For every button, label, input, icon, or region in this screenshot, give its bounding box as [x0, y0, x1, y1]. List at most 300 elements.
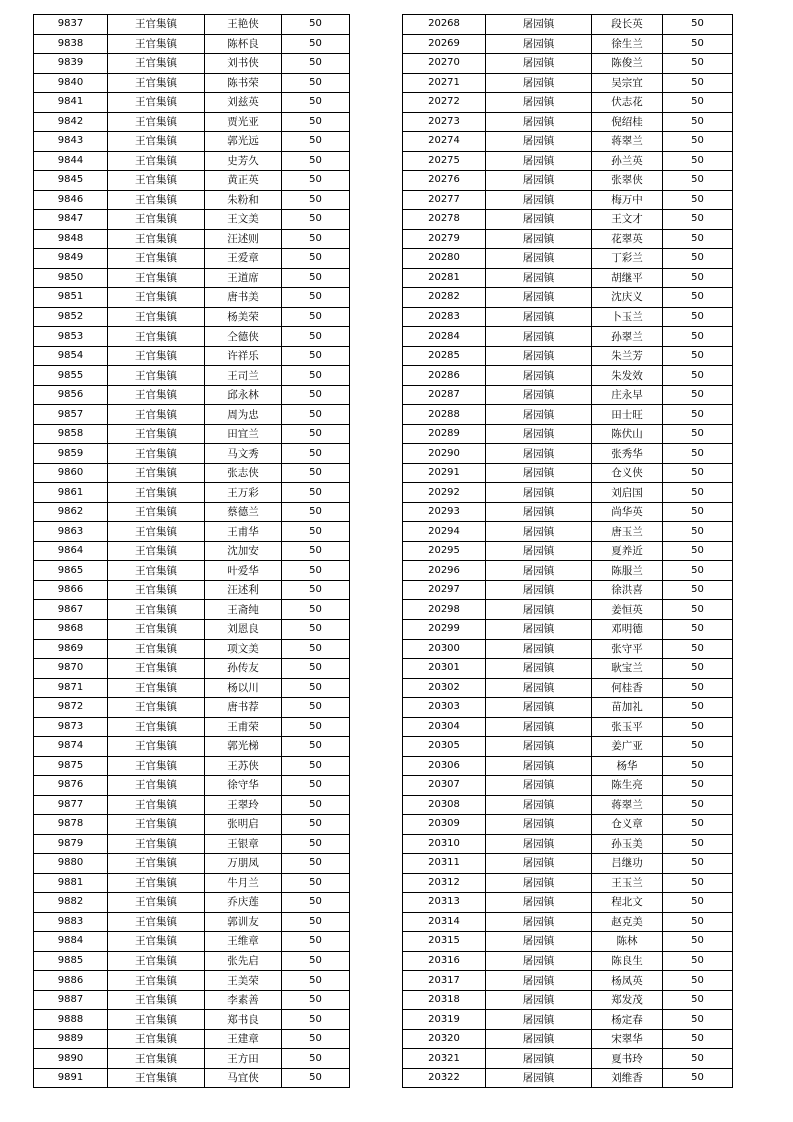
- person-name-cell: 刘启国: [592, 483, 663, 503]
- amount-cell: 50: [282, 132, 350, 152]
- person-name-cell: 黄正英: [205, 171, 282, 191]
- town-cell: 屠园镇: [486, 561, 592, 581]
- row-number-cell: 20280: [403, 249, 486, 269]
- town-cell: 屠园镇: [486, 600, 592, 620]
- person-name-cell: 杨凤英: [592, 971, 663, 991]
- person-name-cell: 张志侠: [205, 463, 282, 483]
- amount-cell: 50: [282, 717, 350, 737]
- amount-cell: 50: [663, 1010, 733, 1030]
- table-row: [34, 522, 350, 542]
- table-row: [403, 171, 733, 191]
- amount-cell: 50: [282, 249, 350, 269]
- row-number-cell: 9864: [34, 541, 108, 561]
- table-row: [403, 717, 733, 737]
- town-cell: 屠园镇: [486, 483, 592, 503]
- amount-cell: 50: [282, 1010, 350, 1030]
- amount-cell: 50: [282, 151, 350, 171]
- table-row: [34, 54, 350, 74]
- row-number-cell: 9882: [34, 893, 108, 913]
- person-name-cell: 杨美荣: [205, 307, 282, 327]
- town-cell: 王官集镇: [108, 659, 205, 679]
- amount-cell: 50: [663, 717, 733, 737]
- table-row: [403, 151, 733, 171]
- row-number-cell: 20308: [403, 795, 486, 815]
- row-number-cell: 20268: [403, 15, 486, 35]
- left-roster-table: [33, 14, 350, 1088]
- row-number-cell: 20320: [403, 1029, 486, 1049]
- amount-cell: 50: [663, 971, 733, 991]
- row-number-cell: 9842: [34, 112, 108, 132]
- amount-cell: 50: [663, 463, 733, 483]
- person-name-cell: 张明启: [205, 815, 282, 835]
- row-number-cell: 20275: [403, 151, 486, 171]
- row-number-cell: 9877: [34, 795, 108, 815]
- town-cell: 屠园镇: [486, 854, 592, 874]
- amount-cell: 50: [282, 561, 350, 581]
- row-number-cell: 9851: [34, 288, 108, 308]
- table-row: [403, 327, 733, 347]
- table-row: [403, 834, 733, 854]
- amount-cell: 50: [282, 1049, 350, 1069]
- town-cell: 屠园镇: [486, 366, 592, 386]
- amount-cell: 50: [663, 73, 733, 93]
- person-name-cell: 蔡德兰: [205, 502, 282, 522]
- person-name-cell: 马宜侠: [205, 1068, 282, 1088]
- town-cell: 王官集镇: [108, 932, 205, 952]
- row-number-cell: 9853: [34, 327, 108, 347]
- town-cell: 屠园镇: [486, 619, 592, 639]
- table-row: [403, 776, 733, 796]
- town-cell: 王官集镇: [108, 249, 205, 269]
- row-number-cell: 9852: [34, 307, 108, 327]
- row-number-cell: 20291: [403, 463, 486, 483]
- town-cell: 王官集镇: [108, 346, 205, 366]
- amount-cell: 50: [663, 34, 733, 54]
- person-name-cell: 张守平: [592, 639, 663, 659]
- amount-cell: 50: [663, 834, 733, 854]
- row-number-cell: 9865: [34, 561, 108, 581]
- person-name-cell: 姜恒英: [592, 600, 663, 620]
- person-name-cell: 张翠侠: [592, 171, 663, 191]
- table-row: [34, 912, 350, 932]
- person-name-cell: 乔庆莲: [205, 893, 282, 913]
- person-name-cell: 王美荣: [205, 971, 282, 991]
- town-cell: 王官集镇: [108, 93, 205, 113]
- person-name-cell: 孙翠兰: [592, 327, 663, 347]
- table-row: [403, 541, 733, 561]
- amount-cell: 50: [282, 854, 350, 874]
- town-cell: 王官集镇: [108, 366, 205, 386]
- table-row: [403, 815, 733, 835]
- town-cell: 屠园镇: [486, 346, 592, 366]
- row-number-cell: 9887: [34, 990, 108, 1010]
- amount-cell: 50: [663, 600, 733, 620]
- table-row: [34, 405, 350, 425]
- amount-cell: 50: [663, 346, 733, 366]
- amount-cell: 50: [282, 678, 350, 698]
- row-number-cell: 9849: [34, 249, 108, 269]
- table-row: [34, 288, 350, 308]
- town-cell: 屠园镇: [486, 678, 592, 698]
- town-cell: 王官集镇: [108, 444, 205, 464]
- table-row: [403, 15, 733, 35]
- amount-cell: 50: [282, 34, 350, 54]
- town-cell: 王官集镇: [108, 1068, 205, 1088]
- table-row: [34, 971, 350, 991]
- row-number-cell: 9888: [34, 1010, 108, 1030]
- table-row: [34, 717, 350, 737]
- row-number-cell: 9838: [34, 34, 108, 54]
- table-row: [403, 678, 733, 698]
- amount-cell: 50: [663, 1049, 733, 1069]
- row-number-cell: 9872: [34, 698, 108, 718]
- town-cell: 屠园镇: [486, 932, 592, 952]
- row-number-cell: 9855: [34, 366, 108, 386]
- row-number-cell: 9886: [34, 971, 108, 991]
- person-name-cell: 王银章: [205, 834, 282, 854]
- person-name-cell: 马文秀: [205, 444, 282, 464]
- table-row: [34, 951, 350, 971]
- table-row: [403, 93, 733, 113]
- town-cell: 王官集镇: [108, 268, 205, 288]
- amount-cell: 50: [282, 229, 350, 249]
- person-name-cell: 郭光梯: [205, 737, 282, 757]
- town-cell: 屠园镇: [486, 1029, 592, 1049]
- person-name-cell: 郭训友: [205, 912, 282, 932]
- row-number-cell: 9878: [34, 815, 108, 835]
- amount-cell: 50: [663, 268, 733, 288]
- row-number-cell: 9843: [34, 132, 108, 152]
- table-row: [34, 873, 350, 893]
- table-row: [34, 659, 350, 679]
- amount-cell: 50: [282, 424, 350, 444]
- town-cell: 屠园镇: [486, 93, 592, 113]
- town-cell: 屠园镇: [486, 249, 592, 269]
- row-number-cell: 9862: [34, 502, 108, 522]
- person-name-cell: 李素善: [205, 990, 282, 1010]
- row-number-cell: 9871: [34, 678, 108, 698]
- table-row: [34, 112, 350, 132]
- person-name-cell: 徐守华: [205, 776, 282, 796]
- amount-cell: 50: [663, 327, 733, 347]
- row-number-cell: 20283: [403, 307, 486, 327]
- person-name-cell: 夏书玲: [592, 1049, 663, 1069]
- table-row: [34, 366, 350, 386]
- row-number-cell: 20278: [403, 210, 486, 230]
- amount-cell: 50: [663, 854, 733, 874]
- row-number-cell: 9858: [34, 424, 108, 444]
- person-name-cell: 刘恩良: [205, 619, 282, 639]
- town-cell: 王官集镇: [108, 639, 205, 659]
- town-cell: 王官集镇: [108, 54, 205, 74]
- table-row: [34, 854, 350, 874]
- town-cell: 王官集镇: [108, 132, 205, 152]
- town-cell: 王官集镇: [108, 541, 205, 561]
- table-row: [403, 1049, 733, 1069]
- table-row: [403, 502, 733, 522]
- row-number-cell: 20297: [403, 580, 486, 600]
- town-cell: 屠园镇: [486, 873, 592, 893]
- person-name-cell: 田宜兰: [205, 424, 282, 444]
- person-name-cell: 史芳久: [205, 151, 282, 171]
- person-name-cell: 王万彩: [205, 483, 282, 503]
- table-row: [403, 405, 733, 425]
- row-number-cell: 20292: [403, 483, 486, 503]
- table-row: [34, 639, 350, 659]
- table-row: [403, 522, 733, 542]
- person-name-cell: 张先启: [205, 951, 282, 971]
- amount-cell: 50: [663, 424, 733, 444]
- person-name-cell: 庄永早: [592, 385, 663, 405]
- town-cell: 屠园镇: [486, 151, 592, 171]
- town-cell: 王官集镇: [108, 698, 205, 718]
- table-row: [34, 151, 350, 171]
- row-number-cell: 9850: [34, 268, 108, 288]
- town-cell: 王官集镇: [108, 15, 205, 35]
- town-cell: 屠园镇: [486, 541, 592, 561]
- row-number-cell: 20317: [403, 971, 486, 991]
- amount-cell: 50: [663, 1029, 733, 1049]
- town-cell: 屠园镇: [486, 405, 592, 425]
- town-cell: 屠园镇: [486, 580, 592, 600]
- town-cell: 王官集镇: [108, 229, 205, 249]
- row-number-cell: 20285: [403, 346, 486, 366]
- amount-cell: 50: [663, 288, 733, 308]
- amount-cell: 50: [282, 619, 350, 639]
- amount-cell: 50: [663, 893, 733, 913]
- amount-cell: 50: [663, 932, 733, 952]
- table-row: [34, 210, 350, 230]
- table-row: [34, 463, 350, 483]
- row-number-cell: 9839: [34, 54, 108, 74]
- row-number-cell: 9837: [34, 15, 108, 35]
- person-name-cell: 叶爱华: [205, 561, 282, 581]
- person-name-cell: 胡继平: [592, 268, 663, 288]
- amount-cell: 50: [282, 815, 350, 835]
- person-name-cell: 刘兹英: [205, 93, 282, 113]
- row-number-cell: 9869: [34, 639, 108, 659]
- table-row: [403, 444, 733, 464]
- table-row: [403, 619, 733, 639]
- table-row: [403, 346, 733, 366]
- table-row: [403, 73, 733, 93]
- person-name-cell: 苗加礼: [592, 698, 663, 718]
- town-cell: 屠园镇: [486, 132, 592, 152]
- row-number-cell: 20321: [403, 1049, 486, 1069]
- person-name-cell: 郭光远: [205, 132, 282, 152]
- left-roster-body: [34, 15, 350, 1088]
- table-row: [34, 737, 350, 757]
- person-name-cell: 沈庆义: [592, 288, 663, 308]
- person-name-cell: 程北文: [592, 893, 663, 913]
- table-row: [34, 698, 350, 718]
- amount-cell: 50: [282, 659, 350, 679]
- town-cell: 屠园镇: [486, 171, 592, 191]
- amount-cell: 50: [663, 990, 733, 1010]
- row-number-cell: 20299: [403, 619, 486, 639]
- person-name-cell: 唐书荐: [205, 698, 282, 718]
- person-name-cell: 赵克美: [592, 912, 663, 932]
- person-name-cell: 卜玉兰: [592, 307, 663, 327]
- person-name-cell: 王艳侠: [205, 15, 282, 35]
- row-number-cell: 9890: [34, 1049, 108, 1069]
- town-cell: 王官集镇: [108, 795, 205, 815]
- person-name-cell: 蒋翠兰: [592, 132, 663, 152]
- amount-cell: 50: [663, 483, 733, 503]
- town-cell: 王官集镇: [108, 307, 205, 327]
- table-row: [403, 561, 733, 581]
- table-row: [403, 112, 733, 132]
- table-row: [403, 971, 733, 991]
- amount-cell: 50: [282, 893, 350, 913]
- table-row: [34, 327, 350, 347]
- town-cell: 王官集镇: [108, 151, 205, 171]
- table-row: [34, 171, 350, 191]
- row-number-cell: 9867: [34, 600, 108, 620]
- person-name-cell: 王爱章: [205, 249, 282, 269]
- amount-cell: 50: [663, 737, 733, 757]
- amount-cell: 50: [282, 834, 350, 854]
- amount-cell: 50: [663, 444, 733, 464]
- town-cell: 屠园镇: [486, 327, 592, 347]
- person-name-cell: 王司兰: [205, 366, 282, 386]
- person-name-cell: 徐生兰: [592, 34, 663, 54]
- town-cell: 王官集镇: [108, 405, 205, 425]
- person-name-cell: 丁彩兰: [592, 249, 663, 269]
- town-cell: 王官集镇: [108, 815, 205, 835]
- row-number-cell: 9876: [34, 776, 108, 796]
- row-number-cell: 9857: [34, 405, 108, 425]
- amount-cell: 50: [282, 385, 350, 405]
- table-row: [34, 444, 350, 464]
- row-number-cell: 20290: [403, 444, 486, 464]
- amount-cell: 50: [282, 190, 350, 210]
- row-number-cell: 20315: [403, 932, 486, 952]
- amount-cell: 50: [282, 600, 350, 620]
- amount-cell: 50: [282, 307, 350, 327]
- row-number-cell: 9854: [34, 346, 108, 366]
- amount-cell: 50: [663, 307, 733, 327]
- person-name-cell: 王建章: [205, 1029, 282, 1049]
- table-row: [403, 483, 733, 503]
- amount-cell: 50: [282, 15, 350, 35]
- row-number-cell: 9866: [34, 580, 108, 600]
- town-cell: 王官集镇: [108, 561, 205, 581]
- amount-cell: 50: [663, 912, 733, 932]
- amount-cell: 50: [282, 737, 350, 757]
- row-number-cell: 20270: [403, 54, 486, 74]
- amount-cell: 50: [282, 268, 350, 288]
- town-cell: 王官集镇: [108, 502, 205, 522]
- person-name-cell: 杨华: [592, 756, 663, 776]
- town-cell: 屠园镇: [486, 971, 592, 991]
- amount-cell: 50: [663, 54, 733, 74]
- amount-cell: 50: [282, 522, 350, 542]
- person-name-cell: 贾光亚: [205, 112, 282, 132]
- table-row: [34, 678, 350, 698]
- person-name-cell: 周为忠: [205, 405, 282, 425]
- table-row: [403, 1010, 733, 1030]
- table-row: [34, 307, 350, 327]
- row-number-cell: 20293: [403, 502, 486, 522]
- amount-cell: 50: [282, 405, 350, 425]
- table-row: [403, 210, 733, 230]
- row-number-cell: 20312: [403, 873, 486, 893]
- person-name-cell: 王甫荣: [205, 717, 282, 737]
- row-number-cell: 9846: [34, 190, 108, 210]
- table-row: [403, 639, 733, 659]
- person-name-cell: 陈良生: [592, 951, 663, 971]
- person-name-cell: 汪述利: [205, 580, 282, 600]
- row-number-cell: 20272: [403, 93, 486, 113]
- person-name-cell: 陈伏山: [592, 424, 663, 444]
- town-cell: 王官集镇: [108, 210, 205, 230]
- table-row: [403, 288, 733, 308]
- person-name-cell: 王玉兰: [592, 873, 663, 893]
- table-row: [34, 34, 350, 54]
- row-number-cell: 20281: [403, 268, 486, 288]
- town-cell: 屠园镇: [486, 444, 592, 464]
- amount-cell: 50: [282, 541, 350, 561]
- row-number-cell: 20322: [403, 1068, 486, 1088]
- town-cell: 王官集镇: [108, 522, 205, 542]
- table-row: [403, 756, 733, 776]
- amount-cell: 50: [282, 756, 350, 776]
- table-row: [34, 561, 350, 581]
- town-cell: 屠园镇: [486, 463, 592, 483]
- table-row: [403, 385, 733, 405]
- row-number-cell: 9875: [34, 756, 108, 776]
- table-row: [403, 912, 733, 932]
- table-row: [34, 541, 350, 561]
- row-number-cell: 20311: [403, 854, 486, 874]
- town-cell: 王官集镇: [108, 463, 205, 483]
- table-row: [34, 600, 350, 620]
- person-name-cell: 王维章: [205, 932, 282, 952]
- town-cell: 王官集镇: [108, 580, 205, 600]
- town-cell: 屠园镇: [486, 815, 592, 835]
- amount-cell: 50: [663, 366, 733, 386]
- amount-cell: 50: [282, 873, 350, 893]
- person-name-cell: 汪述则: [205, 229, 282, 249]
- table-row: [403, 249, 733, 269]
- row-number-cell: 9889: [34, 1029, 108, 1049]
- person-name-cell: 张秀华: [592, 444, 663, 464]
- row-number-cell: 20302: [403, 678, 486, 698]
- row-number-cell: 20310: [403, 834, 486, 854]
- amount-cell: 50: [663, 405, 733, 425]
- amount-cell: 50: [282, 112, 350, 132]
- amount-cell: 50: [663, 112, 733, 132]
- person-name-cell: 朱发效: [592, 366, 663, 386]
- row-number-cell: 20306: [403, 756, 486, 776]
- person-name-cell: 唐玉兰: [592, 522, 663, 542]
- amount-cell: 50: [663, 541, 733, 561]
- person-name-cell: 蒋翠兰: [592, 795, 663, 815]
- table-row: [403, 268, 733, 288]
- person-name-cell: 郑发茂: [592, 990, 663, 1010]
- amount-cell: 50: [663, 229, 733, 249]
- town-cell: 王官集镇: [108, 34, 205, 54]
- row-number-cell: 9891: [34, 1068, 108, 1088]
- row-number-cell: 9856: [34, 385, 108, 405]
- table-row: [403, 463, 733, 483]
- amount-cell: 50: [282, 54, 350, 74]
- town-cell: 屠园镇: [486, 1068, 592, 1088]
- town-cell: 屠园镇: [486, 15, 592, 35]
- amount-cell: 50: [282, 288, 350, 308]
- amount-cell: 50: [663, 15, 733, 35]
